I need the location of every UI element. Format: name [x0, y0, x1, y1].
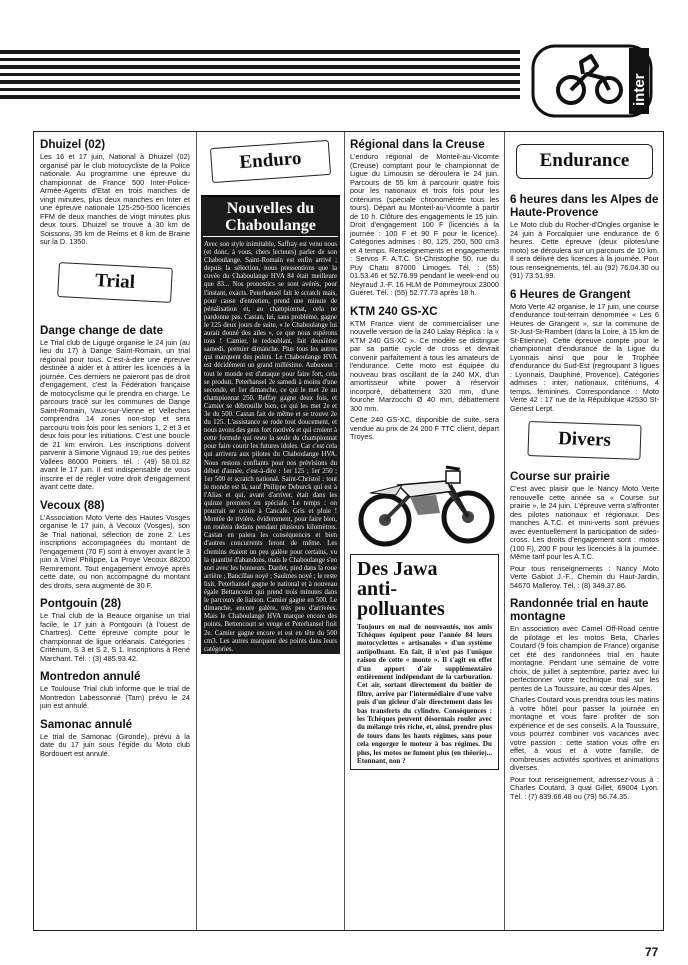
ktm-motorcycle-photo: [350, 445, 500, 550]
article-body: Moto Verte 42 organise, le 17 juin, une course d'endurance tout-terrain dénommée « Les 6 Heures de Grangent », sur la commune de St-Just-St-Rambert (dans la Loire, à 15 km de St-Etienne). Cette épreuve compte pour le championnat d'endurance de la Ligue du Lyonnais ainsi que pour le Trophée d'endurance du Sud-Est (regroupant 3 ligues : Lyonnais, Dauphiné, Provence). Catégories admises : inter, nationaux, critériums, 4 temps, féminines. Correspondance : Moto Verte 42 : 17 rue de la République 42530 St-Genest Lerpt.: [510, 301, 659, 413]
article-body: Pour tous renseignements : Nancy Moto Verte Gabiot J.-F., Chemin du Haut-Jardin, 54670 Malleroy. Tél. : (8) 349.37.86.: [510, 563, 659, 590]
header-stripes: [0, 50, 520, 105]
article-body: Le Trial club de la Beauce organise un trial facile, le 17 juin à Pontgouin (à l'ouest de Chartres). Cette épreuve compte pour le championnat de ligue orléanais. Catégories : Critérium, S 3 et S 2, S 1. Inscriptions à René Marchant. Tél. : (3) 485.93.42.: [40, 611, 190, 663]
page-frame: [33, 131, 664, 931]
logo-text: inter: [631, 73, 648, 106]
article-body: Le trial de Samonac (Gironde), prévu à la date du 17 juin sous l'égide du Moto club Bordouert est annulé.: [40, 731, 190, 758]
column-1: [34, 132, 196, 930]
article-title: KTM 240 GS-XC: [350, 304, 438, 318]
column-3: [344, 132, 504, 930]
box-title: Des Jawa anti- polluantes: [357, 557, 445, 620]
box-title: Nouvelles du Chaboulange: [203, 197, 338, 237]
article-title: Dhuizel (02): [40, 138, 106, 151]
box-body: Avec son style inimitable, Saffray est venu nous (et donc, à vous, chers lecteurs) parler de son Chaboulange. Saint-Romain est enfin arrivé ; depuis la sélection, nous pressentions que la cuvée du Chaboulange HVA 84 était meilleure que 83... Nos pronostics se sont avérés, pour l'instant, exacts. Peterhansel fait le scratch mais, pour cause d'entretien, prend une minute de pénalisation et, au championnat, cela ne pardonne pas. Castan, lui, sans problème, gagne le 125 deux jours de suite, « le Chaboulange lui aurait donné des ailes », ce que nous espérons tous ! Camier, le redoublant, fait deuxième samedi, premier dimanche. Plus tous les autres qui marquent des points. Le Chaboulange HVA est décidément un grand millésime. Aubusson : tout le monde est d'attaque pour faire fort, cela se produit. Peterhansel 2e samedi à moins d'une seconde, et 1er dimanche, ce qui le met 2e au championnat 250. Reffay gagne deux fois, et Camier se débrouille bien, ce qui les met 2e et 3e du 500. Castan fait de même et se trouve 2e du 125. L'assistance se rode tout doucement, et nous avons des gens fort motivés et qui croient à cette formule qui reste la seule du championnat pour faire courir les futures idoles. Car c'est cela qui arrivera aux pilotes du Chaboulange HVA. Nous restons confiants pour nos prévisions du début d'année, c'est-à-dire : 1er 125 ; 1er 250 ; 1er 500 et scratch national. Saint-Christol : tout le monde est là, sauf Philippe Deburck qui est à l'Alias et qui, avant d'arriver, était dans les quinze premiers en spéciale. Le temps : on pourrait se croire à Cancale. Gris et pluie ! Montée de rivière, évidemment, pour faire bien, on roulera dedans pendant plusieurs kilomètres. Castan en paiera les conséquences et bien d'autres concurrents feront de même. Les chemins étaient un peu galère pour certains, vu la quantité d'abandons, mais le Chaboulange s'en sort avec les honneurs. Dardet, pied dans la roue arrière ; Bancillau noyé ; Saulmes noyé ; le reste lisit. Peterhansel gagne le national et à nouveau égale Bettancourt qui prend trois minutes dans le parcours de liaison. Camier gagne en 500. Le dimanche, encore galère, très peu d'arrivées. Mais le Chaboulange HVA marque encore des points. Bettencourt se venge et Peterhansel finit 2e. Camier gagne encore et est en tête du 500 cm3. Les autres marquent des points dans leurs catégories.: [204, 241, 337, 653]
article-body: Charles Coutard vous prendra tous les matins à votre hôtel pour passer la journée en montagne et vous faire profiter de son expérience et de ses conseils. A la Toussuire, vous pourrez combiner vos vacances avec votre passion : cette station vous offre en effet, à vous et à votre famille, de nombreuses activités sportives et animations diverses.: [510, 695, 659, 772]
article-title: Samonac annulé: [40, 717, 133, 731]
page-number: 77: [645, 945, 659, 959]
article-body: L'Association Moto Verte des Hautes Vosges organise le 17 juin, à Vecoux (Vosges), son 3e Trial national, sélection de zone 2. Les inscriptions accompagnées du montant de l'engagement (70 F) sont à envoyer avant le 3 juin à Vinel Philippe, La Proye Vecoux 88200 Remiremont. Tout engagement envoyé après cette date, ou non accompagné du montant des droits, sera augmenté de 30 F.: [40, 512, 190, 590]
article-title: Dange change de date: [40, 323, 164, 337]
article-body: C'est avec plaisir que le Nancy Moto Verte renouvelle cette année sa « Course sur prairie », le 24 juin. L'épreuve verra s'affronter des pilotes nationaux et régionaux. Des manches A.T.C. et mini-verts sont prévues avec éventuellement la participation de sides-cross. Les droits d'engagement sont : motos (100 F), 200 F pour les licenciés à la journée. Même tarif pour les A.T.C.: [510, 484, 659, 561]
section-banner-divers: Divers: [527, 421, 641, 460]
article-body: Le Toulouse Trial club informe que le trial de Montredon Labessonnié (Tarn) prévu le 24 juin est annulé.: [40, 684, 190, 710]
article-title: Vecoux (88): [40, 498, 105, 512]
column-2: [196, 132, 344, 930]
article-body: Le Moto club du Rocher-d'Ongles organise le 24 juin à Forcalquier une endurance de 6 heures. Cette épreuve (deux pilotes/une moto) se déroulera sur un parcours de 10 km. Il sera délivré des licences à la journée. Pour tous renseignements, tél. au (92) 76.04.30 ou (91) 73.51.99.: [510, 220, 659, 280]
section-banner-trial: Trial: [57, 262, 173, 303]
article-title: 6 Heures de Grangent: [510, 287, 631, 301]
section-banner-enduro: Enduro: [210, 140, 331, 183]
article-title: Course sur prairie: [510, 470, 610, 483]
section-banner-endurance: Endurance: [516, 144, 653, 179]
chaboulange-box: [201, 195, 340, 654]
jawa-box: [350, 554, 499, 771]
article-body: L'enduro régional de Monteil-au-Vicomte (Creuse) comptant pour le championnat de Ligue du Limousin se déroulera le 24 juin. Parcours de 55 km à parcourir quatre fois pour les nationaux et trois fois pour les critériums (spéciale chronométrée tous les tours). Départ au Monteil-au-Vicomte à partir de 10 h. Clôture des engagements le 15 juin. Droit d'engagement 100 F (licenciés à la journée : 100 F et 90 F pour le licence). Catégories admises : 80, 125, 250, 500 cm3 et 4 temps. Renseignements et engagements : Servos F. A.T.C. St-Christophe 50, rue du Puy Chatu 87000 Limoges. Tél. : (55) 01.53.46 et 52.76.99 pendant le week-end ou Neyraud J.-F. 16 HLM de Pommeyroux 23000 Guéret. Tél. : (55) 52.77.73 après 18 h.: [350, 152, 499, 297]
article-title: 6 heures dans les Alpes de Haute-Provence: [510, 193, 659, 219]
column-4: [504, 132, 664, 930]
article-body: En association avec Camel Off-Road centre de pilotage et les motos Beta, Charles Coutard (9 fois champion de France) organise cet été des randonnées trial en haute montagne. Pendant une semaine de votre choix, de juillet à septembre, partez avec lui perfectionner votre technique trial sur les pentes de La Toussuire, au cœur des Alpes.: [510, 624, 659, 693]
article-title: Randonnée trial en haute montagne: [510, 597, 649, 623]
article-title: Montredon annulé: [40, 670, 141, 683]
article-body: KTM France vient de commercialiser une nouvelle version de la 240 Lalay Réplica : la « KTM 240 GS-XC ». Ce modèle se distingue par sa partie cycle de cross et devrait convenir parfaitement à tous les amateurs de l'endurance. Cette moto est équipée du nouveau bras oscillant de la 240 MX, d'un amortisseur white power à réservoir incorporé, débattement 320 mm, d'une fourche Marzocchi Ø 40 mm, débattement 300 mm.: [350, 318, 499, 413]
article-body: Le Trial club de Ligugé organise le 24 juin (au lieu du 17) à Dange Saint-Romain, un trial régional pour tous. C'est-à-dire une épreuve destinée à aider et à attirer les licenciés à la journée. Ces derniers ne paieront pas de droit d'engagement, c'est la Fédération française de motocyclisme qui le prendra en charge. Le parcours tracé sur les communes de Dange Saint-Romain, Vaux-sur-Vienne et Velleches comprendra 14 zones non-stop et sera parcouru trois fois pour les seniors 1, 2 et 3 et deux fois pour les initiations. C'est une boucle de 21 km environ. Les inscriptions doivent parvenir à Simone Vignaud 19, rue des petites Vallées 86000 Poitiers. tél. : (49) 58.01.82 avant le 17 juin. Il est indispensable de vous inscrire et de régler votre droit d'engagement avant cette date.: [40, 337, 190, 491]
article-body: Cette 240 GS-XC, disponible de suite, sera vendue au prix de 24 200 F TTC client, départ Troyes.: [350, 415, 499, 441]
inter-logo: [531, 40, 657, 120]
article-title: Pontgouin (28): [40, 597, 122, 610]
article-title: Régional dans la Creuse: [350, 138, 485, 151]
article-body: Les 16 et 17 juin, National à Dhuizel (02) organisé par le club motocycliste de la Police nationale. Au programme une épreuve du championnat de France 500 Inter-Police-Armée-Agents d'Etat en trois manches de vingt minutes, plus deux manches en Inter et une épreuve nationale 125-250-500 licenciés FFM de deux manches de vingt minutes plus deux tours. Dhuizel se trouve à 30 km de Soissons, 35 km de Reims et 8 km de Braine sur la D. 1350.: [40, 152, 190, 246]
box-body: Toujours en mal de nouveautés, nos amis Tchèques équipent pour l'année 84 leurs motocyclettes « artisanales » d'un système antipolluant. En fait, il n'est pas l'unique raison de cette « monte ». Il s'agit en effet d'un apport d'air supplémentaire entièrement indépendant de la carburation. Cet air, sortant directement du boîtier de filtre, arrive par l'intermédiaire d'une valve puis d'un gicleur d'air directement dans les bas transferts du cylindre. Conséquences : les Tchèques peuvent désormais rouler avec du mélange très riche, et, ainsi, prendre plus de tours dans les hauts régimes, sans pour cela engorger le moteur à bas régimes. Du plus, les motos ne fument plus (en théorie)... Etonnant, non ?: [357, 622, 492, 765]
article-body: Pour tout renseignement, adressez-vous à : Charles Coutard, 3 quai Gillet, 69004 Lyon. Tél. : (7) 839.66.48 ou (79) 56.74.35.: [510, 774, 659, 801]
